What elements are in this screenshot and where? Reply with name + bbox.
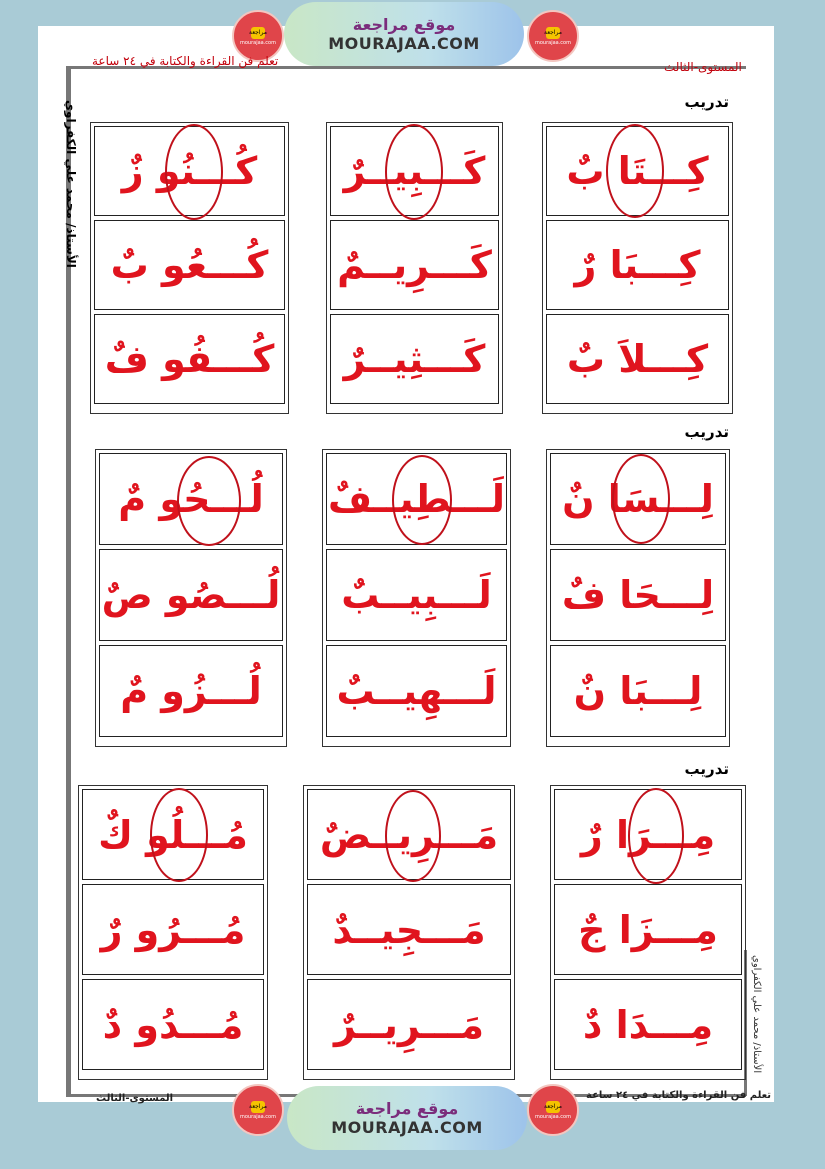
word-cell: لَـــطِيــفٌ [326,453,507,545]
word-cell: لِـــحَا فٌ [550,549,726,641]
word-cell: لِـــبَا نٌ [550,645,726,737]
section-label-1: تدريب [684,93,729,111]
word-cell: كُـــعُو بٌ [94,220,285,310]
site-logo-left-icon: مراجعة mourajaa.com [232,10,284,62]
author-name-vertical: الأستاذ/ محمد علي الكفراوي [64,100,78,268]
footer-course-title: تعلم فن القراءة والكتابة في ٢٤ ساعة [586,1090,772,1101]
word-cell: مِـــدَا دٌ [554,979,742,1070]
word-cell: كُـــنُو زٌ [94,126,285,216]
word-cell: لُـــحُو مٌ [99,453,283,545]
word-cell: مُـــلُو كٌ [82,789,264,880]
word-cell: لِـــسَا نٌ [550,453,726,545]
word-cell: كَـــرِيــمٌ [330,220,499,310]
site-logo-right-icon: مراجعة mourajaa.com [527,10,579,62]
word-cell: مَـــرِيــضٌ [307,789,511,880]
site-badge-bottom[interactable]: موقع مراجعة MOURAJAA.COM [287,1086,527,1150]
word-cell: لُـــصُو صٌ [99,549,283,641]
site-logo-bottom-right-icon: مراجعة mourajaa.com [527,1084,579,1136]
word-cell: كَـــثِيــرٌ [330,314,499,404]
word-cell: كِـــلاَ بٌ [546,314,729,404]
word-cell: كِـــبَا رٌ [546,220,729,310]
word-cell: لَـــبِيــبٌ [326,549,507,641]
word-cell: لَـــهِيــبٌ [326,645,507,737]
section-label-2: تدريب [684,423,729,441]
word-cell: مَـــجِيــدٌ [307,884,511,975]
author-name-vertical-right: الأستاذ/ محمد علي الكفراوي [751,955,762,1074]
word-cell: كُـــفُو فٌ [94,314,285,404]
word-cell: مَـــرِيــرٌ [307,979,511,1070]
word-cell: مُـــدُو دٌ [82,979,264,1070]
word-cell: لُـــزُو مٌ [99,645,283,737]
footer-level: المستوى-الثالث [96,1093,174,1104]
word-cell: كَـــبِيــرٌ [330,126,499,216]
header-level: المستوى-الثالث [664,60,742,74]
word-cell: مُـــرُو رٌ [82,884,264,975]
site-logo-bottom-left-icon: مراجعة mourajaa.com [232,1084,284,1136]
word-cell: مِـــرَا رٌ [554,789,742,880]
word-cell: مِـــزَا جٌ [554,884,742,975]
header-course-title: تعلم فن القراءة والكتابة في ٢٤ ساعة [92,54,279,68]
site-badge-top[interactable]: موقع مراجعة MOURAJAA.COM [284,2,524,66]
word-cell: كِـــتَا بٌ [546,126,729,216]
section-label-3: تدريب [684,760,729,778]
